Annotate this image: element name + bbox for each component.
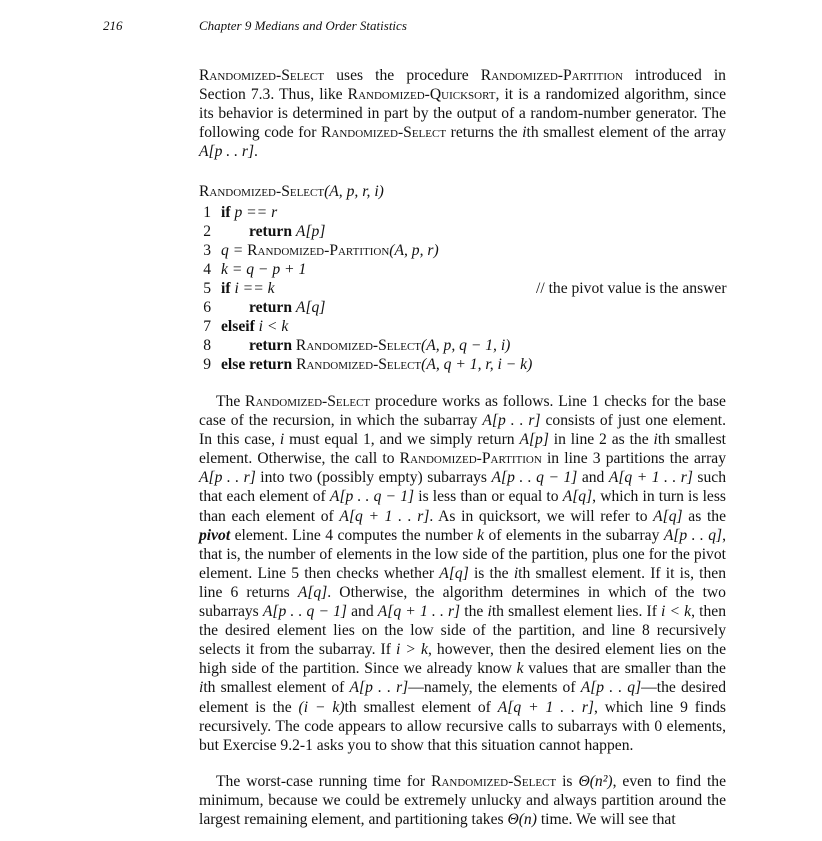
text: , however, then the desired element lies on the high side of the partition. Since we already know [199,641,726,678]
code-line [199,298,759,317]
expression: k = q − p + 1 [221,261,307,278]
text: into two (possibly empty) subarrays [255,469,492,487]
text: . [254,143,258,161]
procedure-name: Randomized-Select [431,773,557,790]
code-statement [249,298,325,317]
line-number: 3 [203,242,211,259]
math: A[q] [562,488,593,506]
text: . Otherwise, the algorithm determines in which of the two subarrays [199,583,726,621]
math: Θ(n²) [578,773,613,790]
text: procedure works as follows. Line 1 checks for the base case of the recursion, in which the subarray [199,393,726,430]
text: element. Line 4 computes the number [230,526,478,544]
math: A[p . . r] [199,469,256,487]
math: A[q] [297,583,328,601]
code-statement [221,241,439,260]
math: i [487,603,492,621]
expression: i < k [258,318,289,335]
text: th smallest element of [203,679,350,697]
text: , that is, the number of elements in the low side of the partition, plus one for the pivot element. Line 5 then checks whether [199,526,727,582]
text: , which line 9 finds recursively. The code appears to allow recursive calls to subarrays with 0 elements, but Exercise 9.2-1 asks you to show that this situation cannot happen. [199,698,726,754]
page-header [0,18,822,38]
code-statement [221,355,532,374]
text: th smallest element. If it is, then line 6 returns [199,564,727,601]
code-line [199,336,759,355]
code-line [199,317,759,336]
keyword: if [221,280,235,297]
text: uses the procedure [324,67,481,84]
code-statement [221,317,288,336]
math: i [653,431,658,449]
page-number: 216 [103,18,123,33]
math: A[q + 1 . . r] [608,469,693,487]
math: A[q + 1 . . r] [497,698,594,716]
arguments: (A, p, q − 1, i) [421,337,511,354]
text: , then the desired element lies on the low side of the partition, and line 8 recursively selects it from the subarray. If [199,603,726,659]
text: , it is a randomized algorithm, since its behavior is determined in part by the output of a random-number generator. The following code for [199,86,727,142]
keyword: elseif [221,318,259,335]
procedure-name: Randomized-Select [320,124,447,142]
math: i < k [661,603,692,621]
line-number: 8 [203,337,211,354]
expression: p == r [234,204,278,221]
procedure-call: Randomized-Partition [247,242,390,259]
math: i [279,431,285,449]
intro-paragraph [199,66,726,161]
keyword: return [249,223,296,240]
code-line [199,260,759,279]
math: A[p . . q] [663,526,723,544]
code-line [199,355,759,374]
explanation-paragraph [199,392,726,755]
procedure-name: Randomized-Select [245,393,371,410]
math: A[p . . r] [482,412,541,430]
math: A[p] [519,431,549,449]
line-number: 6 [203,299,211,316]
math: i [522,124,527,142]
text: returns the [446,124,523,142]
expression: A[p] [295,223,326,240]
math: i [513,564,519,582]
math: A[p . . r] [349,679,409,697]
code-line [199,241,759,260]
keyword: else return [221,356,297,373]
math: (i − k) [298,698,345,716]
keyword: return [249,299,296,316]
text: and [346,603,378,621]
text: is less than or equal to [414,488,563,506]
code-line [199,279,759,298]
code-line [199,203,759,222]
text: The [216,393,246,410]
expression: q = [221,242,248,259]
text: as the [682,507,726,525]
math: A[q + 1 . . r] [339,507,430,525]
procedure-call: Randomized-Select [295,337,422,354]
text: th smallest element lies. If [491,603,662,621]
math: A[p . . q − 1] [329,488,415,506]
text: is the [468,564,514,582]
code-statement [221,279,275,298]
arguments: (A, q + 1, r, i − k) [421,356,533,373]
text: th smallest element of the array [526,124,726,142]
text: must equal 1, and we simply return [284,431,520,449]
text: —the desired element is the [199,679,726,716]
procedure-name: Randomized-Quicksort [347,86,496,104]
code-statement [249,222,325,241]
math: Θ(n) [507,811,537,829]
text: in line 2 as the [548,431,654,449]
math: A[p . . q − 1] [262,603,347,621]
procedure-params: (A, p, r, i) [324,183,384,200]
procedure-name: Randomized-Select [199,67,325,84]
math: k [477,526,485,544]
line-number: 2 [203,223,211,240]
text: th smallest element of [344,698,498,716]
arguments: (A, p, r) [389,242,439,259]
text: introduced in Section 7.3. Thus, like [199,67,726,104]
procedure-name: Randomized-Partition [480,67,623,84]
code-comment: // the pivot value is the answer [536,280,727,297]
expression: i == k [234,280,275,297]
text: consists of just one element. In this case, [199,412,726,449]
running-title: Chapter 9 Medians and Order Statistics [199,18,407,33]
math: i [199,679,204,697]
pseudocode-block [199,203,759,374]
code-statement [249,336,510,355]
text: time. We will see that [536,811,676,829]
expression: A[q] [295,299,326,316]
math: A[q + 1 . . r] [377,603,461,621]
procedure-name: Randomized-Partition [399,450,542,468]
math: i > k [396,641,428,659]
line-number: 4 [203,261,211,278]
text: —namely, the elements of [408,679,581,697]
code-statement [221,203,277,222]
keyword: return [249,337,296,354]
text: The worst-case running time for [216,773,432,790]
text: . As in quicksort, we will refer to [429,507,654,525]
math: A[p . . q − 1] [491,469,578,487]
text: values that are smaller than the [523,660,726,678]
text: , which in turn is less than each element of [199,488,726,525]
procedure-signature [199,182,384,201]
keyword: if [221,204,235,221]
procedure-call: Randomized-Select [296,356,422,373]
math: A[q] [439,564,469,582]
code-statement [221,260,306,279]
math: A[p . . r] [199,143,255,161]
math: k [516,660,524,678]
math: A[q] [653,507,683,525]
worst-case-paragraph [199,772,726,829]
math: A[p . . q] [580,679,642,697]
defined-term: pivot [199,526,231,544]
line-number: 7 [203,318,211,335]
text: the [460,603,488,621]
procedure-title: Randomized-Select [199,183,325,200]
text: in line 3 partitions the array [541,450,726,468]
text: such that each element of [199,469,726,506]
line-number: 9 [203,356,211,373]
text: of elements in the subarray [484,526,664,544]
code-line [199,222,759,241]
line-number: 1 [203,204,211,221]
text: and [577,469,609,487]
text: th smallest element. Otherwise, the call to [199,431,726,468]
text: is [556,773,579,790]
text: , even to find the minimum, because we could be extremely unlucky and always partition around the largest remaining element, and partitioning takes [199,773,726,829]
line-number: 5 [203,280,211,297]
